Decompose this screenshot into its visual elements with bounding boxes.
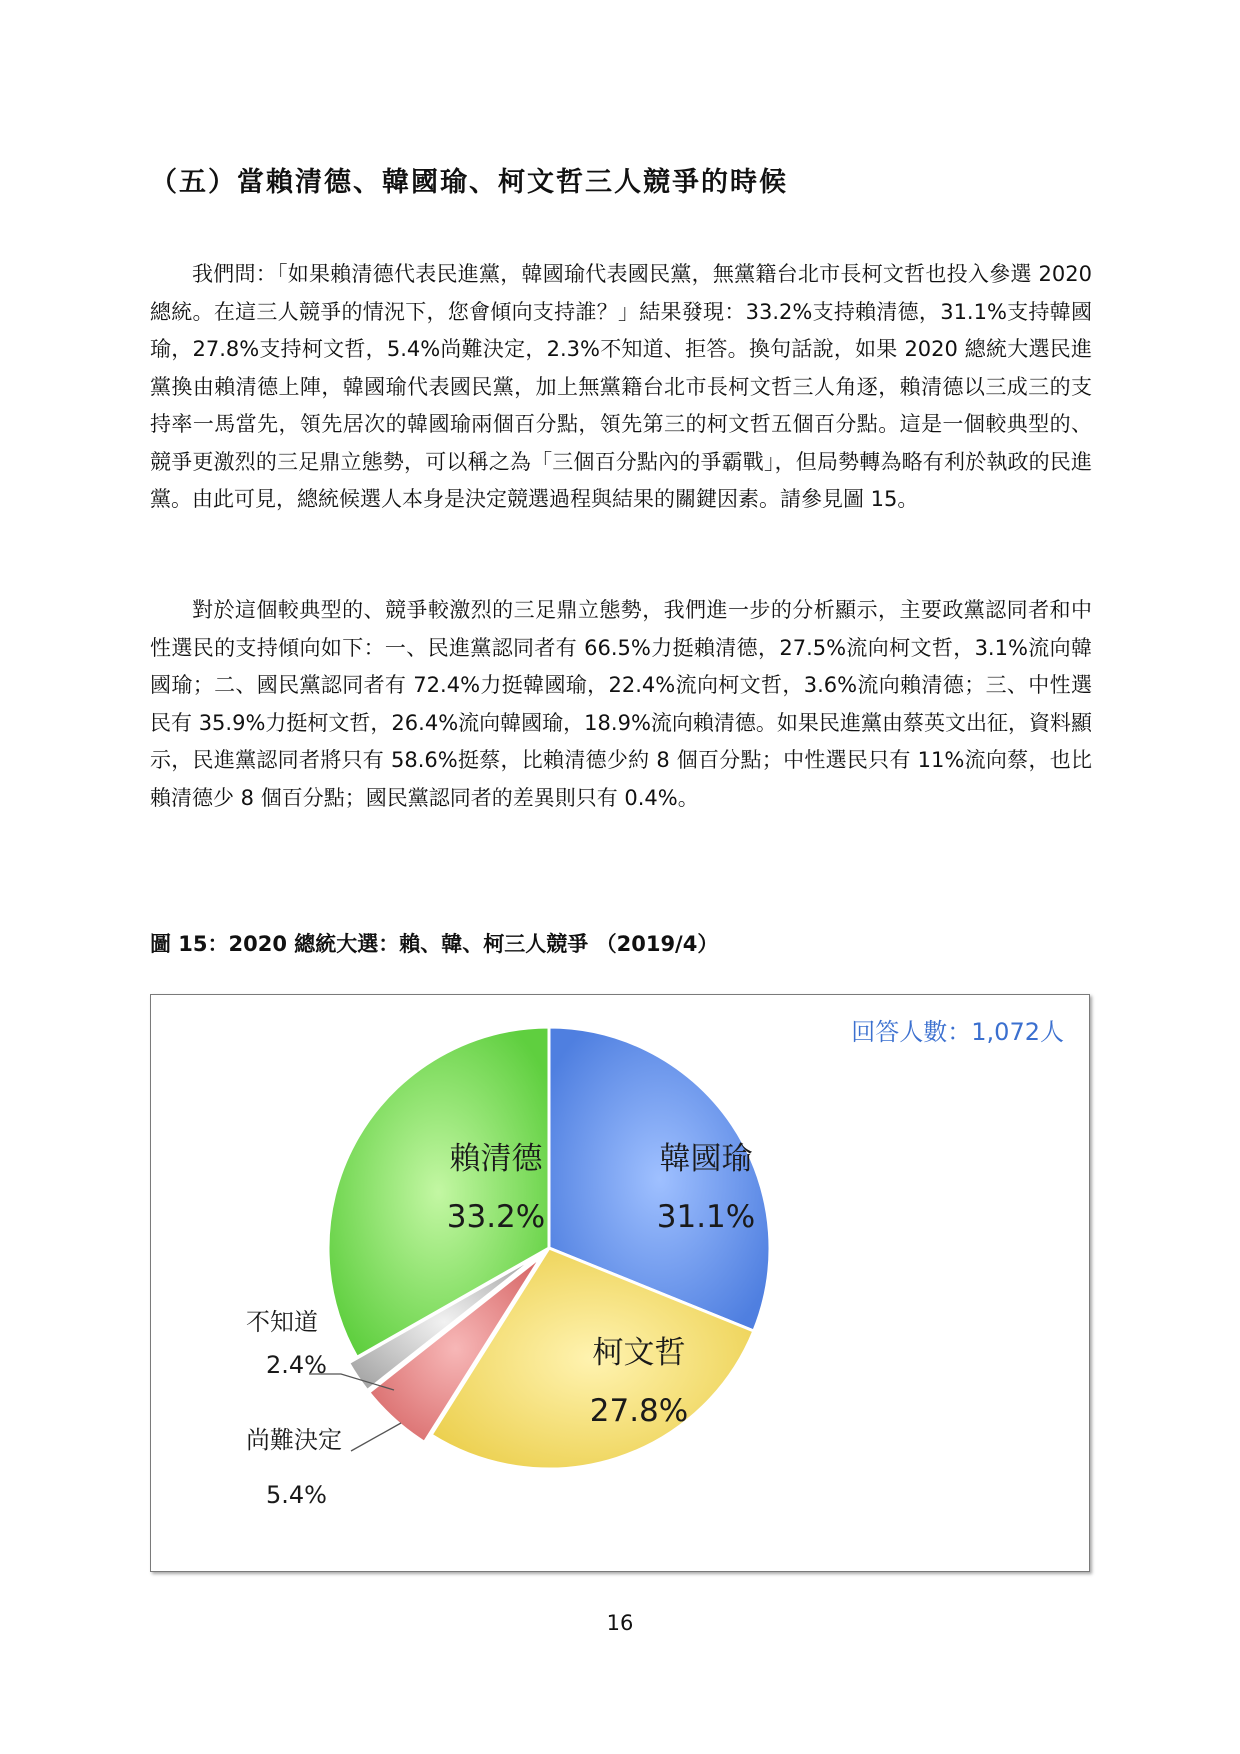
slice-value-undecided: 5.4%: [266, 1481, 327, 1509]
slice-value-ko: 27.8%: [589, 1393, 689, 1429]
body-paragraph-1: 我們問：「如果賴清德代表民進黨，韓國瑜代表國民黨，無黨籍台北市長柯文哲也投入參選 2020 總統。在這三人競爭的情況下，您會傾向支持誰？」結果發現：33.2%支持賴清德，31.1%支持韓國瑜，27.8%支持柯文哲，5.4%尚難決定，2.3%不知道、拒答。換句話說，如果 2020 總統大選民進黨換由賴清德上陣，韓國瑜代表國民黨，加上無黨籍台北市長柯文哲三人角逐，賴清德以三成三的支持率一馬當先，領先居次的韓國瑜兩個百分點，領先第三的柯文哲五個百分點。這是一個較典型的、競爭更激烈的三足鼎立態勢，可以稱之為「三個百分點內的爭霸戰」，但局勢轉為略有利於執政的民進黨。由此可見，總統候選人本身是決定競選過程與結果的關鍵因素。請參見圖 15。: [150, 262, 1092, 511]
leader-line-undecided: [351, 1423, 401, 1451]
section-heading: （五）當賴清德、韓國瑜、柯文哲三人競爭的時候: [150, 167, 788, 198]
figure-caption: 圖 15：2020 總統大選：賴、韓、柯三人競爭 （2019/4）: [150, 932, 719, 956]
pie-chart-frame: [150, 994, 1090, 1572]
respondent-count-label: 回答人數：1,072人: [851, 1018, 1064, 1046]
slice-value-han: 31.1%: [656, 1199, 756, 1235]
slice-value-lai: 33.2%: [446, 1199, 546, 1235]
slice-name-ko: 柯文哲: [592, 1335, 686, 1371]
slice-name-dontknow: 不知道: [246, 1308, 318, 1336]
slice-name-undecided: 尚難決定: [246, 1426, 342, 1454]
slice-value-dontknow: 2.4%: [266, 1351, 327, 1379]
body-paragraph-2: 對於這個較典型的、競爭較激烈的三足鼎立態勢，我們進一步的分析顯示，主要政黨認同者和中性選民的支持傾向如下：一、民進黨認同者有 66.5%力挺賴清德，27.5%流向柯文哲，3.1%流向韓國瑜；二、國民黨認同者有 72.4%力挺韓國瑜，22.4%流向柯文哲，3.6%流向賴清德；三、中性選民有 35.9%力挺柯文哲，26.4%流向韓國瑜，18.9%流向賴清德。如果民進黨由蔡英文出征，資料顯示，民進黨認同者將只有 58.6%挺蔡，比賴清德少約 8 個百分點；中性選民只有 11%流向蔡，也比賴清德少 8 個百分點；國民黨認同者的差異則只有 0.4%。: [150, 598, 1092, 810]
pie-chart: [151, 995, 1089, 1571]
pie-slices: [328, 1027, 770, 1469]
page-number: 16: [606, 1611, 634, 1635]
slice-name-han: 韓國瑜: [659, 1141, 753, 1177]
slice-name-lai: 賴清德: [449, 1141, 543, 1177]
